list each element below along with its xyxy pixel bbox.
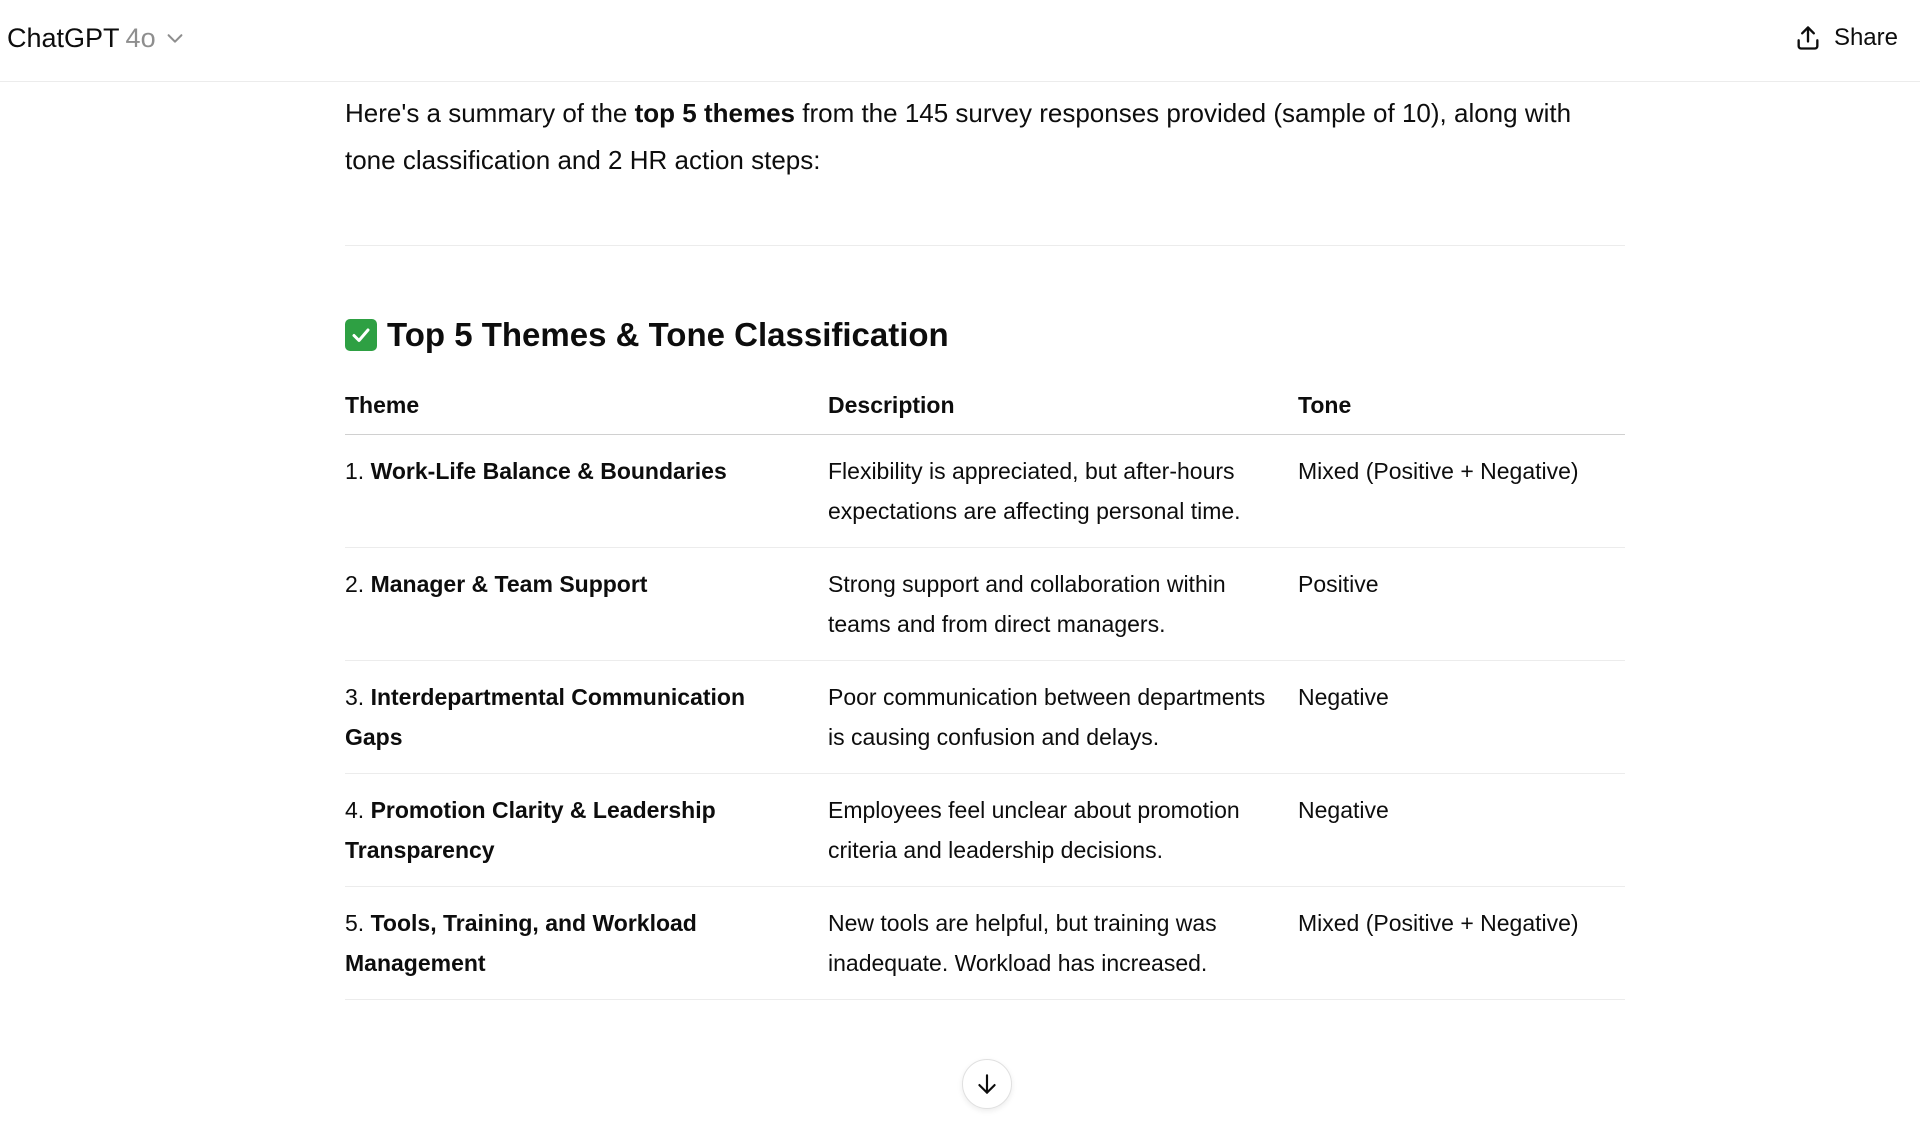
chevron-down-icon: [164, 27, 186, 49]
intro-bold-text: top 5 themes: [634, 98, 795, 128]
column-header-theme: Theme: [345, 382, 828, 434]
arrow-down-icon: [974, 1071, 1000, 1097]
description-cell: Employees feel unclear about promotion criteria and leadership decisions.: [828, 773, 1298, 886]
theme-number: 1.: [345, 457, 371, 484]
check-mark-button-icon: [345, 319, 377, 351]
theme-name: Manager & Team Support: [370, 570, 648, 597]
description-cell: Strong support and collaboration within teams and from direct managers.: [828, 547, 1298, 660]
theme-number: 4.: [345, 796, 371, 823]
table-row: [345, 434, 1625, 547]
column-header-tone: Tone: [1298, 382, 1625, 434]
tone-cell: Negative: [1298, 773, 1625, 886]
theme-cell: [345, 773, 828, 886]
description-cell: Poor communication between departments is causing confusion and delays.: [828, 660, 1298, 773]
theme-number: 3.: [345, 683, 371, 710]
intro-text-end: from the 145 survey responses provided (sample of 10), along with tone classification and 2 HR action steps:: [345, 98, 1572, 175]
theme-cell: [345, 434, 828, 547]
scroll-to-bottom-button[interactable]: [962, 1059, 1012, 1109]
table-header-row: [345, 382, 1625, 434]
tone-cell: Mixed (Positive + Negative): [1298, 886, 1625, 999]
theme-number: 5.: [345, 909, 371, 936]
share-upload-icon: [1794, 24, 1822, 52]
section-heading: [345, 316, 949, 354]
tone-cell: Mixed (Positive + Negative): [1298, 434, 1625, 547]
table-row: [345, 547, 1625, 660]
description-cell: New tools are helpful, but training was inadequate. Workload has increased.: [828, 886, 1298, 999]
intro-text-start: Here's a summary of the: [345, 98, 635, 128]
theme-name: Promotion Clarity & Leadership Transparency: [345, 796, 716, 863]
tone-cell: Negative: [1298, 660, 1625, 773]
theme-name: Work-Life Balance & Boundaries: [370, 457, 727, 484]
themes-table: [345, 382, 1625, 1000]
tone-cell: Positive: [1298, 547, 1625, 660]
column-header-description: Description: [828, 382, 1298, 434]
description-cell: Flexibility is appreciated, but after-hours expectations are affecting personal time.: [828, 434, 1298, 547]
share-button[interactable]: [1794, 18, 1898, 58]
theme-name: Tools, Training, and Workload Management: [345, 909, 697, 976]
model-version: 4o: [125, 22, 156, 53]
theme-number: 2.: [345, 570, 371, 597]
table-row: [345, 660, 1625, 773]
theme-cell: [345, 660, 828, 773]
app-name: ChatGPT: [7, 22, 120, 53]
share-label: Share: [1833, 24, 1898, 51]
theme-cell: [345, 547, 828, 660]
table-row: [345, 773, 1625, 886]
section-heading-text: Top 5 Themes & Tone Classification: [387, 316, 949, 353]
top-bar: [0, 0, 1920, 82]
table-row: [345, 886, 1625, 999]
theme-name: Interdepartmental Communication Gaps: [345, 683, 746, 750]
model-switcher[interactable]: [7, 18, 186, 58]
theme-cell: [345, 886, 828, 999]
intro-paragraph: [345, 90, 1625, 184]
divider: [345, 245, 1625, 246]
